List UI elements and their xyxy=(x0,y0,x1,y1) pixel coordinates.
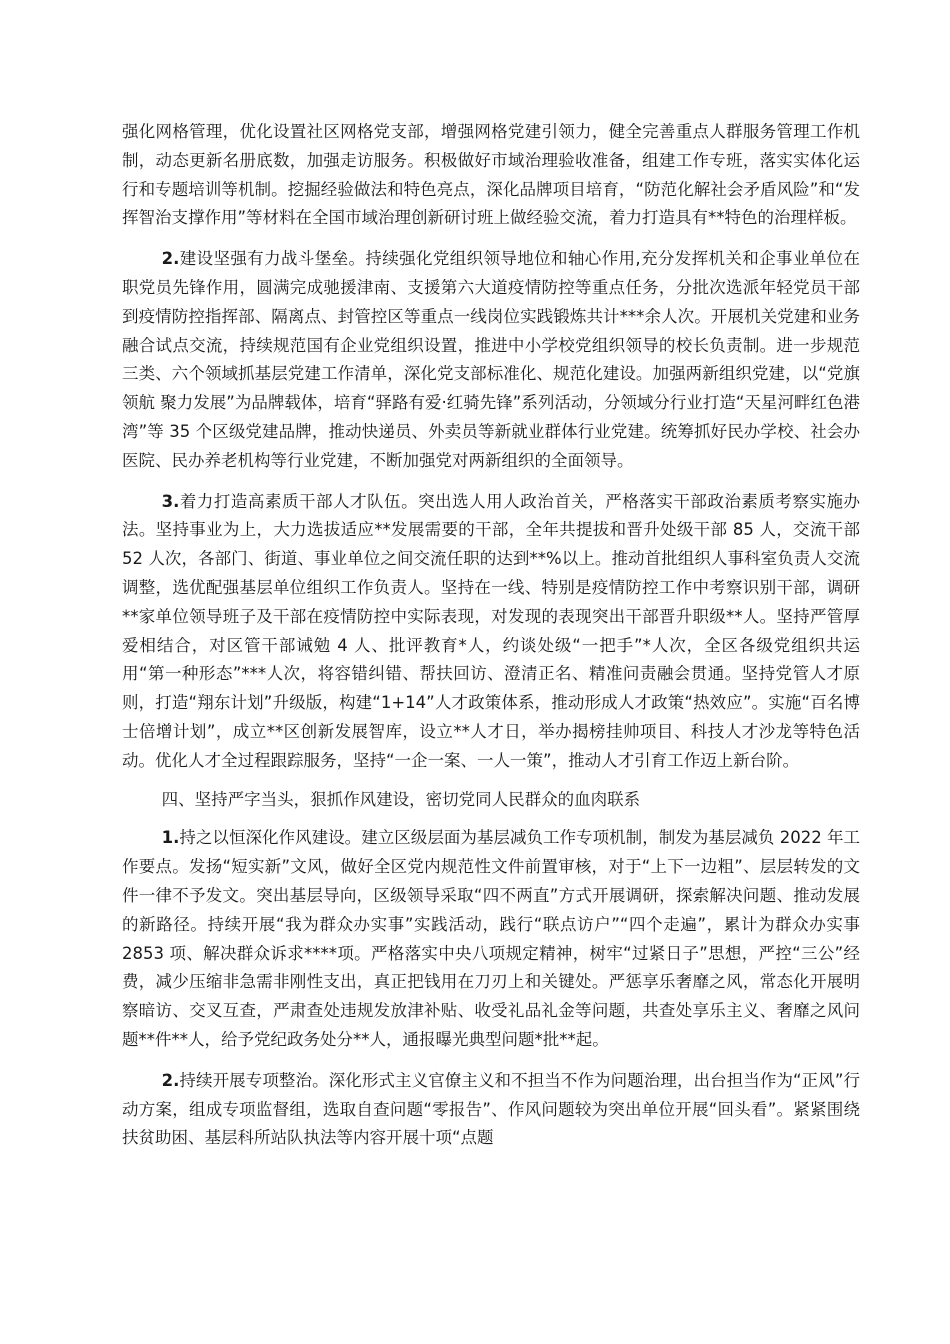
item-number: 2. xyxy=(161,1070,180,1090)
section-heading-four xyxy=(122,786,860,815)
paragraph-cadre-talent xyxy=(122,488,860,776)
paragraph-grid-management xyxy=(122,118,860,233)
paragraph-text: 持续开展专项整治。深化形式主义官僚主义和不担当不作为问题治理，出台担当作为“正风”行动方案，组成专项监督组，选取自查问题“零报告”、作风问题较为突出单位开展“回头看”。紧紧围绕扶贫助困、基层科所站队执法等内容开展十项“点题 xyxy=(122,1070,860,1148)
paragraph-text: 建设坚强有力战斗堡垒。持续强化党组织领导地位和轴心作用,充分发挥机关和企事业单位在职党员先锋作用，圆满完成驰援津南、支援第六大道疫情防控等重点任务，分批次选派年轻党员干部到疫情防控指挥部、隔离点、封管控区等重点一线岗位实践锻炼共计***余人次。开展机关党建和业务融合试点交流，持续规范国有企业党组织设置，推进中小学校党组织领导的校长负责制。进一步规范三类、六个领域抓基层党建工作清单，深化党支部标准化、规范化建设。加强两新组织党建，以“党旗领航 聚力发展”为品牌载体，培育“驿路有爱·红骑先锋”系列活动，分领域分行业打造“天星河畔红色港湾”等 35 个区级党建品牌，推动快递员、外卖员等新就业群体行业党建。统筹抓好民办学校、社会办医院、民办养老机构等行业党建，不断加强党对两新组织的全面领导。 xyxy=(122,249,860,470)
item-number: 2. xyxy=(161,249,180,269)
heading-text: 四、坚持严字当头，狠抓作风建设，密切党同人民群众的血肉联系 xyxy=(161,789,641,809)
paragraph-battle-fortress xyxy=(122,245,860,475)
item-number: 1. xyxy=(161,828,180,848)
paragraph-text: 强化网格管理，优化设置社区网格党支部，增强网格党建引领力，健全完善重点人群服务管理工作机制，动态更新名册底数，加强走访服务。积极做好市域治理验收准备，组建工作专班，落实实体化运行和专题培训等机制。挖掘经验做法和特色亮点，深化品牌项目培育，“防范化解社会矛盾风险”和“发挥智治支撑作用”等材料在全国市域治理创新研讨班上做经验交流，着力打造具有**特色的治理样板。 xyxy=(122,122,860,228)
paragraph-text: 持之以恒深化作风建设。建立区级层面为基层减负工作专项机制，制发为基层减负 2022 年工作要点。发扬“短实新”文风，做好全区党内规范性文件前置审核，对于“上下一边粗”、层层转发的文件一律不予发文。突出基层导向，区级领导采取“四不两直”方式开展调研，探索解决问题、推动发展的新路径。持续开展“我为群众办实事”实践活动，践行“联点访户”“四个走遍”，累计为群众办实事 2853 项、解决群众诉求****项。严格落实中央八项规定精神，树牢“过紧日子”思想，严控“三公”经费，减少压缩非急需非刚性支出，真正把钱用在刀刃上和关键处。严惩享乐奢靡之风，常态化开展明察暗访、交叉互查，严肃查处违规发放津补贴、收受礼品礼金等问题，共查处享乐主义、奢靡之风问题**件**人，给予党纪政务处分**人，通报曝光典型问题*批**起。 xyxy=(122,828,860,1049)
document-body xyxy=(122,118,860,1153)
paragraph-text: 着力打造高素质干部人才队伍。突出选人用人政治首关，严格落实干部政治素质考察实施办法。坚持事业为上，大力选拔适应**发展需要的干部，全年共提拔和晋升处级干部 85 人，交流干部 52 人次，各部门、街道、事业单位之间交流任职的达到**%以上。推动首批组织人事科室负责人交流调整，选优配强基层单位组织工作负责人。坚持在一线、特别是疫情防控工作中考察识别干部，调研**家单位领导班子及干部在疫情防控中实际表现，对发现的表现突出干部晋升职级**人。坚持严管厚爱相结合，对区管干部诫勉 4 人、批评教育*人，约谈处级“一把手”*人次，全区各级党组织共运用“第一种形态”***人次，将容错纠错、帮扶回访、澄清正名、精准问责融会贯通。坚持党管人才原则，打造“翔东计划”升级版，构建“1+14”人才政策体系，推动形成人才政策“热效应”。实施“百名博士倍增计划”，成立**区创新发展智库，设立**人才日，举办揭榜挂帅项目、科技人才沙龙等特色活动。优化人才全过程跟踪服务，坚持“一企一案、一人一策”，推动人才引育工作迈上新台阶。 xyxy=(122,491,860,770)
paragraph-work-style xyxy=(122,824,860,1054)
paragraph-special-rectification xyxy=(122,1067,860,1153)
item-number: 3. xyxy=(161,491,180,511)
